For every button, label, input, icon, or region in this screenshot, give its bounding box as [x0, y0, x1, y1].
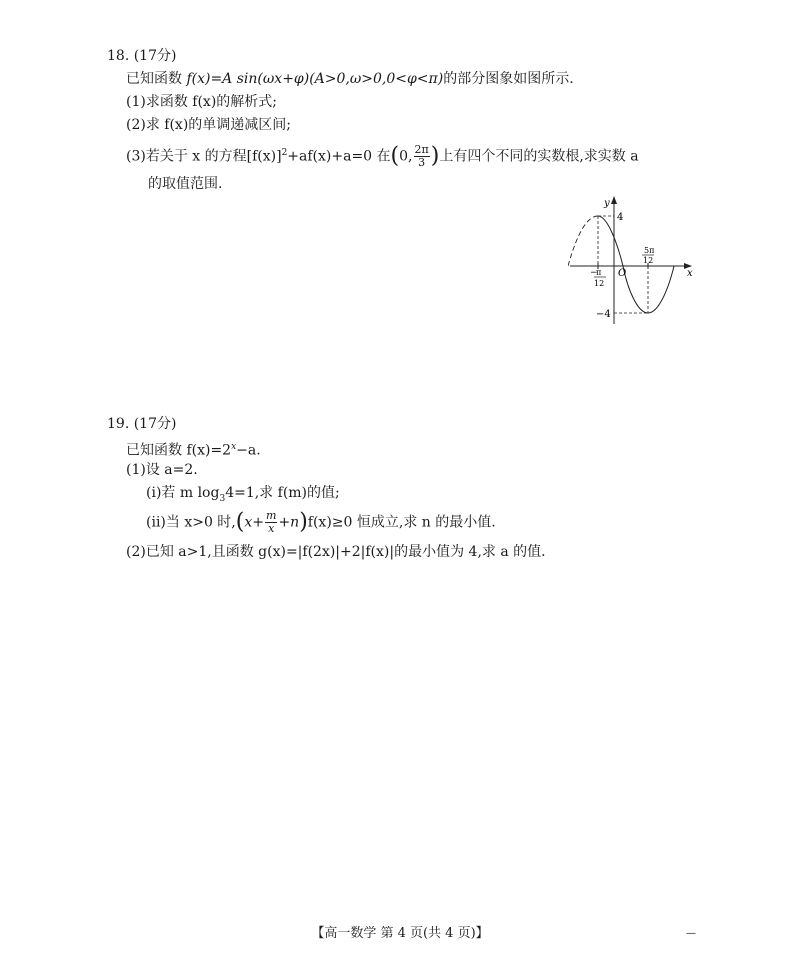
q19-stem	[126, 438, 261, 460]
q19-sub2-suffix: f(x)≥0 恒成立,求 n 的最小值.	[307, 514, 496, 531]
pos-tick-num: 5π	[644, 246, 655, 255]
q18-part3	[126, 144, 639, 169]
q18-interval-left: 0,	[399, 148, 413, 165]
q19-sub1-prefix: (ⅰ)若 m log	[146, 485, 220, 501]
q19-sub2-paren-close: )	[299, 509, 308, 535]
q18-part3-exponent: 2	[281, 148, 288, 158]
q19-part1: (1)设 a=2.	[126, 462, 198, 478]
q18-part3-middle: +af(x)+a=0 在	[287, 148, 391, 165]
y-axis-label: y	[604, 198, 610, 209]
q18-function-formula: f(x)=A sin(ωx+φ)(A>0,ω>0,0<φ<π)	[186, 71, 444, 87]
q19-sub2-paren-open: (	[235, 509, 245, 535]
q19-header: 19. (17分)	[107, 416, 177, 432]
q19-fraction-den: x	[268, 522, 275, 535]
q19-sub2-prefix: (ⅱ)当 x>0 时,	[146, 514, 236, 531]
neg-tick-den: 12	[594, 279, 605, 288]
q19-sub2-paren-a: x+	[244, 514, 264, 531]
sine-curve	[598, 216, 674, 313]
q19-stem-suffix: −a.	[236, 442, 261, 459]
min-value-label: −4	[596, 309, 611, 320]
q18-header: 18. (17分)	[107, 48, 177, 64]
x-axis-label: x	[687, 268, 693, 279]
q18-part3-continued: 的取值范围.	[148, 176, 223, 192]
q18-stem	[126, 70, 574, 88]
q19-stem-prefix: 已知函数 f(x)=2	[126, 442, 232, 459]
q19-sub2	[146, 510, 496, 535]
q18-interval-open: (	[390, 143, 400, 169]
q18-part3-suffix: 上有四个不同的实数根,求实数 a	[439, 148, 639, 165]
neg-tick-num: π	[596, 268, 602, 277]
q18-part2: (2)求 f(x)的单调递减区间;	[126, 117, 291, 133]
sine-graph-figure	[568, 196, 698, 326]
q19-sub2-paren-b: +n	[278, 514, 300, 531]
q18-fraction-den: 3	[418, 156, 426, 170]
q18-fraction-num: 2π	[414, 143, 429, 157]
q19-fraction-num: m	[266, 509, 277, 522]
q18-interval-fraction	[414, 144, 430, 169]
q19-sub1-suffix: 4=1,求 f(m)的值;	[225, 485, 340, 501]
y-axis-arrow	[611, 196, 617, 204]
q19-part2: (2)已知 a>1,且函数 g(x)=|f(2x)|+2|f(x)|的最小值为 4,求 a 的值.	[126, 544, 546, 560]
q18-interval-close: )	[430, 143, 440, 169]
pos-tick-den: 12	[643, 256, 654, 265]
q18-part3-prefix: (3)若关于 x 的方程[f(x)]	[126, 148, 282, 165]
footer-mark: —	[686, 928, 696, 939]
q19-sub2-fraction	[265, 510, 277, 535]
origin-label: O	[618, 268, 627, 279]
neg-tick-sign: −	[590, 268, 598, 278]
q19-sub1-log-base: 3	[219, 493, 226, 504]
q18-stem-prefix: 已知函数	[126, 71, 187, 87]
curve-dashed-extension	[568, 216, 598, 266]
q19-stem-exponent: x	[231, 442, 237, 452]
q19-sub1	[146, 484, 340, 508]
q18-part1: (1)求函数 f(x)的解析式;	[126, 94, 277, 110]
max-value-label: 4	[617, 212, 624, 223]
page-footer: 【高一数学 第 4 页(共 4 页)】	[311, 926, 489, 941]
q18-stem-suffix: 的部分图象如图所示.	[443, 71, 574, 87]
